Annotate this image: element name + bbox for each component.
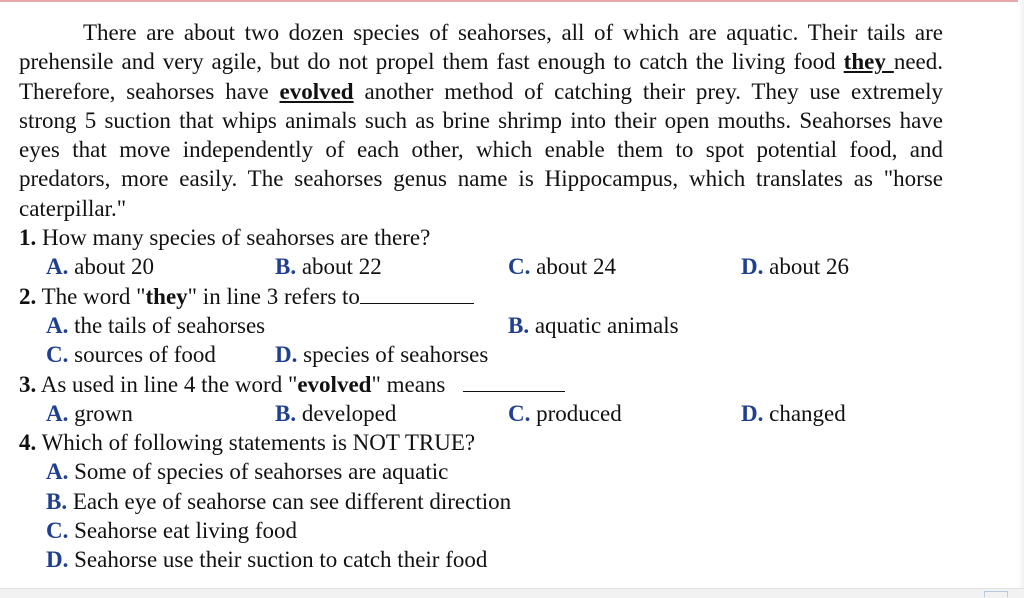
option-b[interactable] — [275, 252, 382, 281]
option-text: Seahorse use their suction to catch their food — [68, 547, 488, 573]
option-text: developed — [296, 400, 397, 426]
option-text: about 22 — [296, 254, 382, 280]
option-letter: D. — [275, 342, 298, 368]
answer-blank — [463, 373, 565, 392]
question-2 — [19, 282, 943, 311]
question-1 — [19, 223, 943, 252]
page-corner-mark — [984, 591, 1008, 597]
option-a[interactable] — [46, 399, 133, 428]
option-d[interactable] — [741, 399, 846, 428]
question-3-options — [19, 399, 943, 428]
option-a[interactable] — [46, 252, 154, 281]
question-text: Which of following statements is NOT TRUE? — [36, 430, 476, 456]
question-text-post: " in line 3 refers to — [187, 283, 360, 309]
option-letter: C. — [508, 254, 531, 280]
passage-text-part-3: another method of catching their prey. They use extremely strong 5 suction that whips animals such as brine shrimp into their open mouths. Seahorses have eyes that move independently of each other, which enable them to spot potential food, and predators, more easily. The seahorses genus name is Hippocampus, which translates as "horse caterpillar." — [19, 78, 943, 221]
option-text: about 26 — [763, 254, 849, 280]
question-text-pre: The word " — [36, 283, 146, 309]
option-text: changed — [763, 400, 846, 426]
option-letter: A. — [46, 312, 69, 338]
option-c[interactable] — [508, 252, 616, 281]
option-letter: B. — [275, 400, 297, 426]
option-d[interactable] — [46, 545, 943, 574]
question-keyword: evolved — [297, 371, 372, 397]
option-b[interactable] — [508, 311, 679, 340]
option-letter: D. — [46, 547, 69, 573]
option-letter: A. — [46, 400, 69, 426]
option-letter: B. — [46, 488, 68, 514]
question-keyword: they — [145, 283, 188, 309]
option-letter: D. — [741, 400, 764, 426]
option-d[interactable] — [275, 340, 488, 369]
underlined-word-evolved: evolved — [279, 78, 354, 104]
option-text: species of seahorses — [297, 342, 489, 368]
option-d[interactable] — [741, 252, 849, 281]
option-text: aquatic animals — [529, 312, 679, 338]
option-text: Each eye of seahorse can see different direction — [67, 488, 512, 514]
question-4 — [19, 428, 943, 457]
option-b[interactable] — [46, 487, 943, 516]
option-text: Some of species of seahorses are aquatic — [68, 459, 449, 485]
option-text: about 24 — [530, 254, 616, 280]
document-page — [19, 18, 943, 575]
option-text: Seahorse eat living food — [68, 518, 298, 544]
option-a[interactable] — [46, 311, 265, 340]
question-text: How many species of seahorses are there? — [36, 225, 431, 251]
option-letter: C. — [46, 342, 69, 368]
option-c[interactable] — [46, 340, 216, 369]
option-text: produced — [530, 400, 622, 426]
option-a[interactable] — [46, 457, 943, 486]
option-text: grown — [68, 400, 133, 426]
question-2-options-row-2 — [19, 340, 943, 369]
option-text: about 20 — [68, 254, 154, 280]
question-1-options — [19, 252, 943, 281]
option-text: sources of food — [68, 342, 216, 368]
option-text: the tails of seahorses — [68, 312, 266, 338]
option-letter: A. — [46, 459, 69, 485]
question-2-options-row-1 — [19, 311, 943, 340]
page-edge-shadow — [1018, 0, 1024, 598]
passage-text-part-2: need. Therefore, seahorses have — [19, 49, 943, 104]
option-b[interactable] — [275, 399, 396, 428]
option-letter: B. — [275, 254, 297, 280]
top-border-line — [0, 0, 1024, 2]
underlined-word-they: they — [843, 49, 894, 75]
question-number: 3. — [19, 371, 37, 397]
reading-passage — [19, 18, 943, 223]
option-letter: C. — [46, 518, 69, 544]
bottom-scroll-strip — [0, 588, 1024, 598]
option-c[interactable] — [46, 516, 943, 545]
option-letter: A. — [46, 254, 69, 280]
question-text-pre: As used in line 4 the word " — [36, 371, 298, 397]
option-letter: B. — [508, 312, 530, 338]
option-letter: D. — [741, 254, 764, 280]
passage-text-part-1: There are about two dozen species of seahorses, all of which are aquatic. Their tails are prehensile and very agile, but do not propel them fast enough to catch the living food — [19, 20, 943, 75]
option-letter: C. — [508, 400, 531, 426]
question-number: 4. — [19, 430, 37, 456]
question-text-post: " means — [371, 371, 446, 397]
answer-blank — [360, 285, 474, 304]
question-number: 2. — [19, 283, 37, 309]
question-number: 1. — [19, 225, 37, 251]
option-c[interactable] — [508, 399, 622, 428]
question-3 — [19, 370, 943, 399]
